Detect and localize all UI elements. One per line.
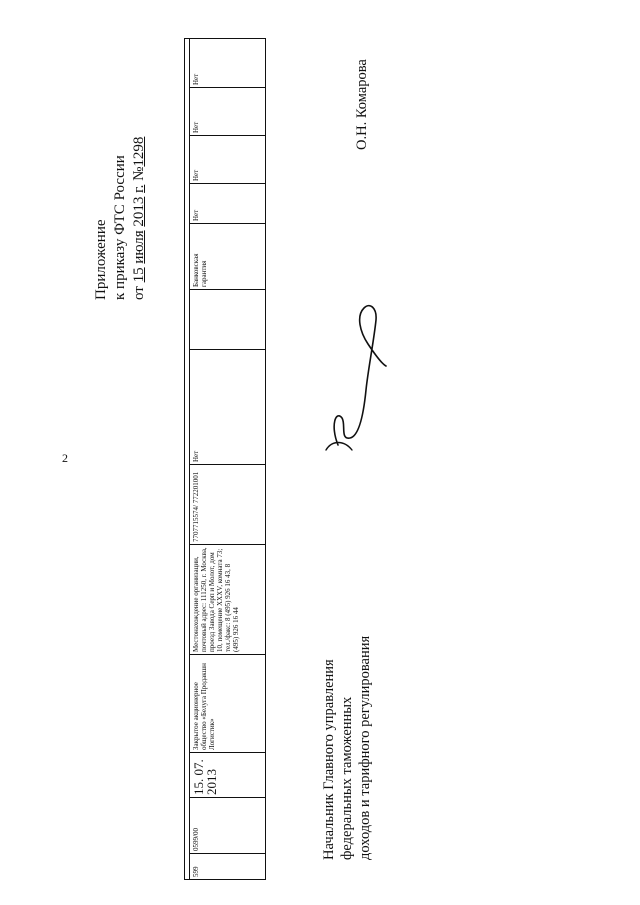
- order-reference: к приказу ФТС России: [112, 155, 128, 300]
- order-date-line: от 15 июля 2013 г. №1298: [131, 136, 147, 300]
- cell-col7: Нет: [190, 349, 265, 464]
- cell-code: 0599/00: [190, 797, 265, 853]
- cell-col10: Нет: [190, 183, 265, 223]
- cell-inn: 7707715574/ 772201001: [190, 464, 265, 544]
- cell-col8: [190, 289, 265, 349]
- page-number: 2: [62, 451, 68, 465]
- cell-address: Местонахождение организации, почтовый адрес: 111250, г. Москва, проезд Завода Серп и Молот, дом 10, помещение XXXV, комната 73; тел./факс: 8 (495) 926 16 43, 8 (495) 926 16 44: [190, 544, 265, 654]
- signatory-position: Начальник Главного управления федеральных таможенных доходов и тарифного регулирования: [321, 635, 373, 860]
- handwritten-signature: [320, 300, 390, 470]
- cell-organization: Закрытое акционерное общество «Белуга Продакшн Логистик»: [190, 654, 265, 752]
- registry-table: [184, 38, 266, 880]
- appendix-header: [92, 120, 149, 300]
- order-date-year: 2013: [131, 196, 147, 227]
- cell-col13: Нет: [192, 73, 200, 85]
- signer-name: О.Н. Комарова: [354, 59, 370, 150]
- order-date-day: 15: [131, 267, 147, 283]
- cell-date: 15. 07. 2013: [190, 752, 265, 797]
- cell-col11: Нет: [190, 135, 265, 183]
- table-row: [190, 38, 266, 880]
- appendix-title: Приложение: [93, 219, 109, 300]
- order-date-month: июля: [131, 230, 147, 264]
- cell-col12: Нет: [190, 87, 265, 135]
- cell-number: 599: [190, 853, 265, 879]
- order-number: 1298: [131, 136, 147, 167]
- cell-guarantee: Банковская гарантия: [190, 223, 265, 289]
